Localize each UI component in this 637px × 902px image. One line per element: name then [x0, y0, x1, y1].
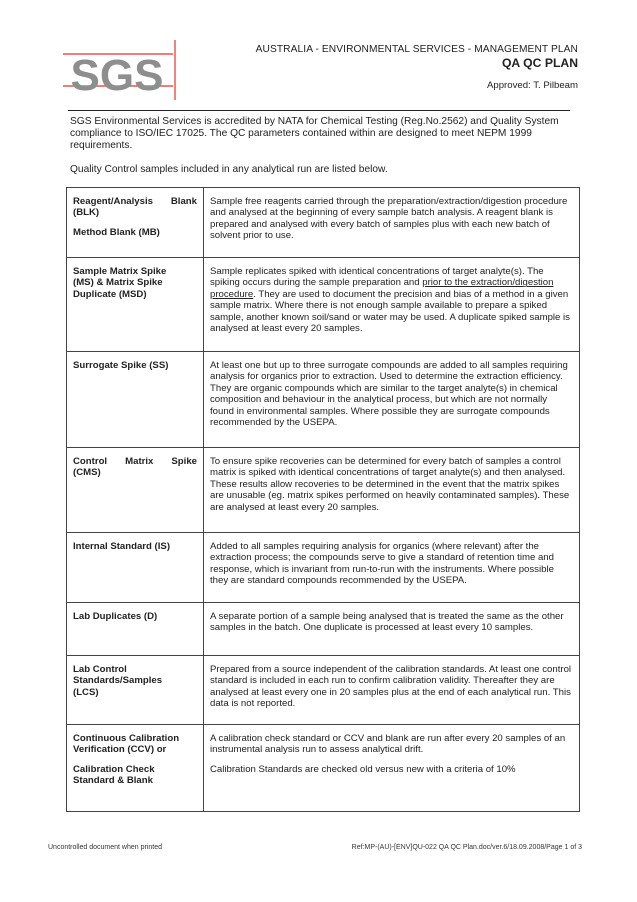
qc-description: Calibration Standards are checked old versus new with a criteria of 10% [210, 763, 516, 775]
qc-description: To ensure spike recoveries can be determined for every batch of samples a control matrix is spiked with identical concentrations of target analyte(s) and then analysed. These results allow recoveries to be determined in the event that the matrix spikes are unusable (eg. matrix spikes performed on heavily contaminated samples). These are analysed at least every 20 samples. [210, 456, 570, 513]
table-row [67, 258, 580, 352]
qc-name-cell [67, 603, 204, 656]
header-divider [68, 110, 570, 111]
qc-description-cell [204, 533, 580, 603]
qc-description: At least one but up to three surrogate compounds are added to all samples requiring analysis for organics prior to extraction. Used to determine the extraction efficiency. They are organic compounds which are similar to the target analyte(s) in chemical composition and behaviour in the analytical process, but which are not normally found in environmental samples. Where possible they are surrogate compounds recommended by the USEPA. [210, 360, 568, 429]
qc-name-cell [67, 352, 204, 448]
qc-description: Prepared from a source independent of the calibration standards. At least one control standard is included in each run to confirm calibration validity. Thereafter they are analysed at least every one in 20 samples plus at the end of each analytical run. This data is not reported. [210, 664, 572, 710]
qc-name-cell [67, 448, 204, 533]
qc-description: Added to all samples requiring analysis for organics (where relevant) after the extraction process; the compounds serve to give a standard of retention time and response, which is invariant from run-to-run with the instruments. Where possible they are standard compounds recommended by the USEPA. [210, 541, 554, 587]
qc-description [210, 266, 573, 334]
qc-name: Lab Control [73, 664, 127, 675]
footer-uncontrolled-note: Uncontrolled document when printed [48, 844, 163, 851]
logo-text: SGS [70, 51, 164, 100]
qc-name: Lab Duplicates (D) [73, 611, 158, 622]
footer-document-reference: Ref:MP-(AU)-[ENV]QU-022 QA QC Plan.doc/ver.6/18.09.2008/Page 1 of 3 [351, 844, 582, 851]
qc-name: Calibration Check [73, 763, 155, 775]
table-row [67, 603, 580, 656]
qc-description-cell [204, 352, 580, 448]
qc-name-cell [67, 725, 204, 812]
qc-name: Method Blank (MB) [73, 226, 160, 238]
approved-by: Approved: T. Pilbeam [486, 80, 578, 91]
qc-name: Duplicate (MSD) [73, 288, 147, 300]
qc-name-cell [67, 656, 204, 725]
qc-name: Continuous Calibration [73, 733, 180, 744]
table-row [67, 656, 580, 725]
qc-description: A separate portion of a sample being analysed that is treated the same as the other samples in the batch. One duplicate is processed at least every 10 samples. [210, 611, 564, 634]
qc-name: Standard & Blank [73, 775, 153, 787]
qc-name: (BLK) [73, 207, 100, 219]
organisation-line: AUSTRALIA - ENVIRONMENTAL SERVICES - MANAGEMENT PLAN [255, 44, 578, 55]
qc-description-underlined: prior to the extraction/digestion procedure [210, 277, 554, 300]
qc-name: Verification (CCV) or [73, 744, 167, 756]
qc-name: Internal Standard (IS) [73, 541, 171, 552]
qc-description: A calibration check standard or CCV and blank are run after every 20 samples of an instrumental analysis run to assess analytical drift. [210, 733, 566, 756]
table-row [67, 352, 580, 448]
document-header [256, 44, 578, 91]
qc-description-cell [204, 656, 580, 725]
qc-description-cell [204, 448, 580, 533]
qc-name: (MS) & Matrix Spike [73, 277, 163, 289]
table-row [67, 448, 580, 533]
qc-description-cell [204, 725, 580, 812]
qc-description: Sample free reagents carried through the preparation/extraction/digestion procedure and analysed at the beginning of every sample batch analysis. A reagent blank is prepared and analysed with every batch of samples plus with each new batch of solvent prior to use. [210, 196, 568, 242]
qc-name-cell [67, 188, 204, 258]
qc-name-cell [67, 533, 204, 603]
sgs-logo [55, 40, 185, 100]
plan-title: QA QC PLAN [501, 56, 578, 70]
intro-section [70, 116, 570, 176]
qc-table [66, 187, 580, 812]
table-row [67, 188, 580, 258]
qc-description-part: Sample replicates spiked with identical concentrations of target analyte(s). The spiking occurs during the sample preparation and [210, 266, 544, 289]
qc-name: Standards/Samples [73, 675, 163, 687]
qc-description-cell [204, 603, 580, 656]
qc-name: Surrogate Spike (SS) [73, 360, 169, 371]
qc-name: Reagent/Analysis Blank [73, 196, 197, 207]
qc-name-cell [67, 258, 204, 352]
qc-name: (LCS) [73, 686, 99, 698]
qc-name: (CMS) [73, 467, 101, 479]
table-row [67, 533, 580, 603]
qc-description-part: . They are used to document the precision and bias of a method in a given sample matrix. Where there is not enough sample available to prepare a spiked sample, another known soil/sand or water may be used. A duplicate spiked sample is analysed at least every 20 samples. [210, 288, 570, 335]
qc-name: Control Matrix Spike [73, 456, 197, 467]
table-row [67, 725, 580, 812]
intro-paragraph-1: SGS Environmental Services is accredited by NATA for Chemical Testing (Reg.No.2562) and Quality System compliance to ISO/IEC 17025. The QC parameters contained within are designed to meet NEPM 1999 requirements. [70, 116, 559, 152]
intro-paragraph-2: Quality Control samples included in any analytical run are listed below. [70, 163, 388, 175]
qc-description-cell [204, 258, 580, 352]
qc-name: Sample Matrix Spike [73, 266, 167, 277]
qc-description-cell [204, 188, 580, 258]
